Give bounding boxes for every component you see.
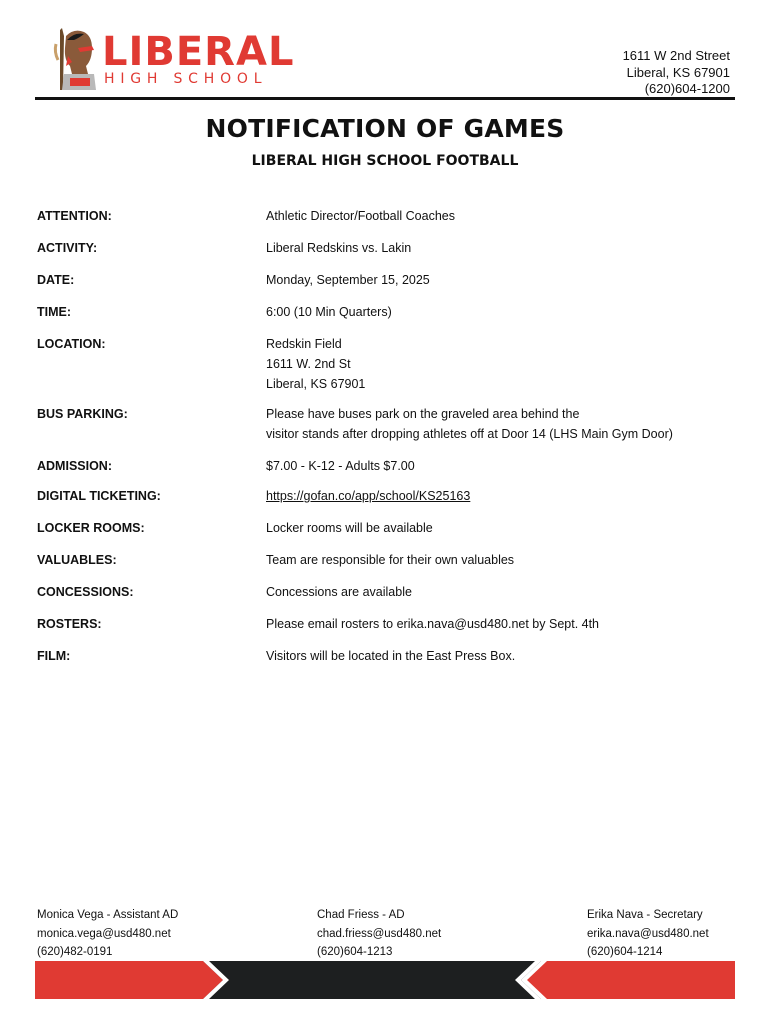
- detail-value-line: Visitors will be located in the East Press Box.: [266, 649, 516, 663]
- detail-value-line: Please have buses park on the graveled area behind the: [266, 407, 580, 421]
- detail-value-line: Monday, September 15, 2025: [266, 273, 430, 287]
- detail-value: [266, 518, 433, 538]
- detail-value-line: Concessions are available: [266, 585, 412, 599]
- contact-ad: [317, 906, 441, 962]
- detail-value: [266, 404, 673, 444]
- detail-label: ROSTERS:: [37, 617, 102, 631]
- detail-label: FILM:: [37, 649, 71, 663]
- contact-name: Monica Vega - Assistant AD: [37, 909, 179, 921]
- detail-value-line: Redskin Field: [266, 337, 342, 351]
- school-logo: [52, 26, 295, 94]
- detail-value-line: Liberal, KS 67901: [266, 377, 366, 391]
- contact-email[interactable]: chad.friess@usd480.net: [317, 927, 442, 940]
- detail-label: LOCATION:: [37, 337, 106, 351]
- detail-label: ADMISSION:: [37, 459, 112, 473]
- detail-value-line: 1611 W. 2nd St: [266, 357, 351, 371]
- detail-value: [266, 614, 599, 634]
- contact-name: Erika Nava - Secretary: [587, 909, 703, 921]
- contact-phone: (620)604-1214: [587, 946, 663, 958]
- detail-value: [266, 646, 515, 666]
- contact-email[interactable]: monica.vega@usd480.net: [37, 927, 171, 940]
- logo-subtext: HIGH SCHOOL: [104, 71, 268, 87]
- mascot-logo-icon: [52, 26, 100, 92]
- footer-band-left: [35, 961, 235, 999]
- detail-value: [266, 486, 470, 506]
- detail-value-line: $7.00 - K-12 - Adults $7.00: [266, 459, 415, 473]
- detail-label: VALUABLES:: [37, 553, 117, 567]
- detail-label: TIME:: [37, 305, 72, 319]
- detail-value-line: Liberal Redskins vs. Lakin: [266, 241, 412, 255]
- contact-phone: (620)482-0191: [37, 946, 113, 958]
- page-subtitle: LIBERAL HIGH SCHOOL FOOTBALL: [251, 153, 519, 169]
- detail-label: BUS PARKING:: [37, 407, 128, 421]
- contact-name: Chad Friess - AD: [317, 909, 405, 921]
- address-phone: (620)604-1200: [644, 81, 730, 96]
- ticketing-link[interactable]: https://gofan.co/app/school/KS25163: [266, 489, 471, 503]
- detail-value: [266, 456, 415, 476]
- detail-label: ATTENTION:: [37, 209, 112, 223]
- detail-value: [266, 238, 411, 258]
- footer-band: [35, 961, 735, 999]
- footer-band-center: [203, 961, 541, 999]
- detail-label: ACTIVITY:: [37, 241, 98, 255]
- detail-value: [266, 334, 365, 394]
- detail-label: DIGITAL TICKETING:: [37, 489, 161, 503]
- detail-value-line: Athletic Director/Football Coaches: [266, 209, 455, 223]
- contact-email[interactable]: erika.nava@usd480.net: [587, 927, 709, 940]
- address-city: Liberal, KS 67901: [626, 64, 730, 80]
- detail-label: CONCESSIONS:: [37, 585, 134, 599]
- detail-value: [266, 582, 412, 602]
- footer-band-right: [527, 961, 735, 999]
- detail-value-line: 6:00 (10 Min Quarters): [266, 305, 392, 319]
- footer-contacts: [0, 906, 770, 962]
- contact-secretary: [587, 906, 709, 962]
- school-address: [623, 48, 730, 98]
- header-divider: [35, 97, 735, 100]
- detail-value: [266, 206, 455, 226]
- detail-value-line: Team are responsible for their own valuables: [266, 553, 515, 567]
- contact-phone: (620)604-1213: [317, 946, 393, 958]
- detail-label: DATE:: [37, 273, 75, 287]
- logo-wordmark: LIBERAL: [102, 29, 295, 75]
- detail-value-line: Locker rooms will be available: [266, 521, 433, 535]
- detail-label: LOCKER ROOMS:: [37, 521, 145, 535]
- detail-value: [266, 302, 392, 322]
- detail-value: [266, 270, 430, 290]
- contact-assistant-ad: [37, 906, 178, 962]
- address-street: 1611 W 2nd Street: [622, 48, 730, 63]
- detail-value-line: Please email rosters to erika.nava@usd480.net by Sept. 4th: [266, 617, 600, 631]
- detail-value-line: visitor stands after dropping athletes off at Door 14 (LHS Main Gym Door): [266, 427, 673, 441]
- page-title: NOTIFICATION OF GAMES: [205, 114, 565, 143]
- detail-value: [266, 550, 514, 570]
